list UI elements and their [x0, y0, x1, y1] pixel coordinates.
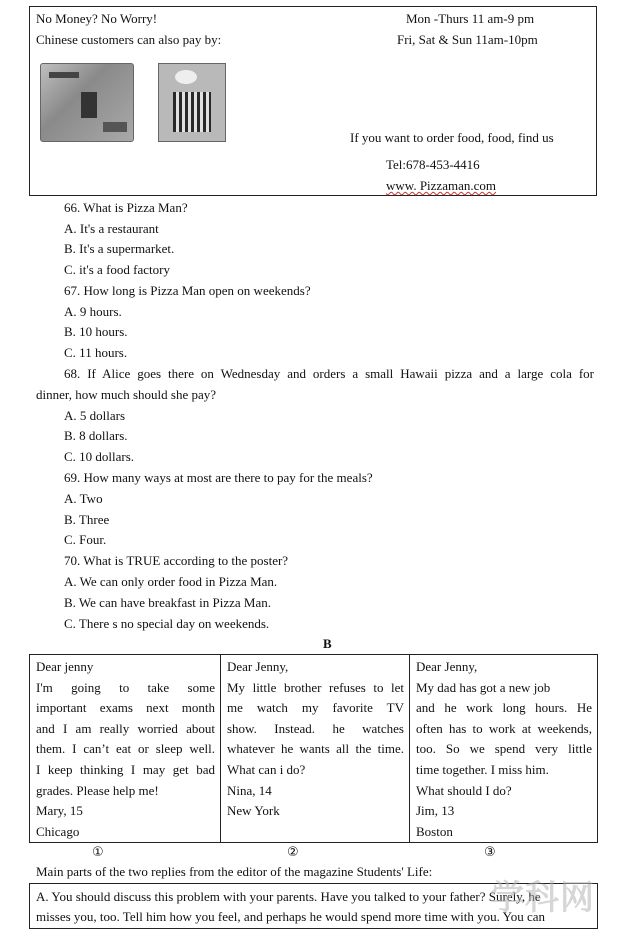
replies-intro: Main parts of the two replies from the editor of the magazine Students' Life: [36, 864, 433, 879]
letter-line: What can i do? [227, 761, 306, 777]
letter-city: New York [227, 803, 280, 819]
poster-payment-note: Chinese customers can also pay by: [36, 32, 222, 47]
option-68-b: B. 8 dollars. [64, 428, 128, 443]
letter-line: What should I do? [416, 782, 512, 798]
letter-line: grades. Please help me! [36, 782, 159, 798]
letter-line: important exams next month [36, 700, 215, 716]
poster-website: www. Pizzaman.com [386, 178, 496, 193]
option-69-a: A. Two [64, 491, 103, 506]
bank-card-image [40, 63, 134, 142]
marker-2: ② [287, 845, 299, 860]
qr-code-image [158, 63, 226, 142]
question-68-line2: dinner, how much should she pay? [36, 387, 217, 402]
letter-greeting: Dear jenny [36, 659, 94, 674]
option-70-a: A. We can only order food in Pizza Man. [64, 574, 278, 589]
poster-hours-weekend: Fri, Sat & Sun 11am-10pm [397, 32, 538, 47]
option-69-c: C. Four. [64, 532, 107, 547]
option-66-b: B. It's a supermarket. [64, 241, 175, 256]
letter-line: and I am really worried about [36, 720, 215, 736]
watermark-logo: 学科网 [490, 878, 595, 918]
option-67-b: B. 10 hours. [64, 324, 128, 339]
letter-line: too. So we spend very little [416, 741, 592, 757]
poster-order-text: If you want to order food, food, find us [350, 130, 554, 145]
letter-line: I keep thinking I may get bad [36, 761, 215, 777]
letter-line: whatever he wants all the time. [227, 741, 404, 757]
poster-telephone: Tel:678-453-4416 [386, 157, 480, 172]
poster-slogan: No Money? No Worry! [36, 11, 158, 26]
section-b-heading: B [323, 636, 332, 651]
letter-city: Boston [416, 823, 453, 839]
letter-line: them. I can’t eat or sleep well. [36, 741, 215, 757]
option-69-b: B. Three [64, 512, 110, 527]
question-69: 69. How many ways at most are there to pay for the meals? [64, 470, 373, 485]
option-66-a: A. It's a restaurant [64, 221, 159, 236]
letter-line: I'm going to take some [36, 679, 215, 695]
question-68-line1: 68. If Alice goes there on Wednesday and orders a small Hawaii pizza and a large cola for [64, 366, 594, 381]
reply-a-line2: misses you, too. Tell him how you feel, and perhaps he would spend more time with you. You can [36, 909, 546, 924]
letter-signature: Jim, 13 [416, 803, 455, 819]
letter-jim [410, 655, 597, 842]
marker-1: ① [92, 845, 104, 860]
letter-city: Chicago [36, 823, 80, 839]
marker-3: ③ [484, 845, 496, 860]
poster-hours-weekday: Mon -Thurs 11 am-9 pm [406, 11, 535, 26]
letter-mary [30, 655, 221, 842]
question-67: 67. How long is Pizza Man open on weekends? [64, 283, 311, 298]
letter-line: My little brother refuses to let [227, 679, 404, 695]
option-68-c: C. 10 dollars. [64, 449, 135, 464]
letter-greeting: Dear Jenny, [416, 659, 478, 674]
option-70-b: B. We can have breakfast in Pizza Man. [64, 595, 271, 610]
letter-signature: Mary, 15 [36, 803, 83, 819]
letter-line: me watch my favorite TV [227, 700, 404, 716]
option-70-c: C. There s no special day on weekends. [64, 616, 270, 631]
letter-line: My dad has got a new job [416, 679, 551, 695]
letter-greeting: Dear Jenny, [227, 659, 289, 674]
option-67-c: C. 11 hours. [64, 345, 128, 360]
letter-line: time together. I miss him. [416, 761, 549, 777]
letters-table [29, 654, 598, 843]
letter-line: often has to work at weekends, [416, 720, 592, 736]
option-66-c: C. it's a food factory [64, 262, 170, 277]
reply-a-line1: A. You should discuss this problem with your parents. Have you talked to your father? Surely, he [36, 889, 541, 904]
letter-line: show. Instead. he watches [227, 720, 404, 736]
question-66: 66. What is Pizza Man? [64, 200, 188, 215]
option-67-a: A. 9 hours. [64, 304, 122, 319]
letter-nina [221, 655, 410, 842]
letter-signature: Nina, 14 [227, 782, 272, 798]
option-68-a: A. 5 dollars [64, 408, 126, 423]
question-70: 70. What is TRUE according to the poster? [64, 553, 289, 568]
letter-line: and he work long hours. He [416, 700, 592, 716]
